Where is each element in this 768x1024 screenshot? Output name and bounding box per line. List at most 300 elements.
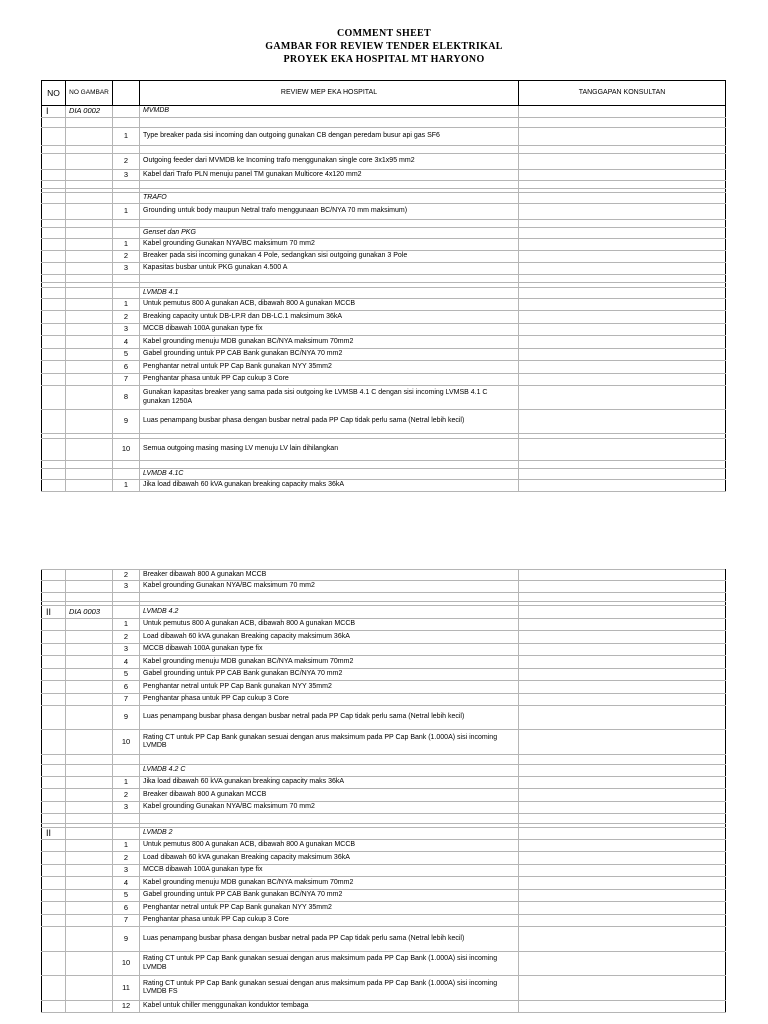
item-number: 9 <box>113 410 140 434</box>
consultant-response <box>519 251 726 263</box>
blank-row <box>42 275 726 283</box>
section-row <box>42 193 726 204</box>
table-row <box>42 480 726 492</box>
item-number: 4 <box>113 877 140 890</box>
review-comment: Grounding untuk body maupun Netral trafo menggunaan BC/NYA 70 mm maksimum) <box>140 204 519 220</box>
review-comment: Kabel grounding menuju MDB gunakan BC/NYA maksimum 70mm2 <box>140 656 519 669</box>
review-comment: MCCB dibawah 100A gunakan type fix <box>140 865 519 877</box>
review-comment: Penghantar phasa untuk PP Cap cukup 3 Core <box>140 915 519 927</box>
header-no-gambar: NO GAMBAR <box>66 81 113 106</box>
group-number <box>42 852 66 865</box>
consultant-response <box>519 927 726 952</box>
table-row <box>42 336 726 349</box>
group-number <box>42 802 66 814</box>
blank-row <box>42 181 726 189</box>
item-number <box>113 275 140 283</box>
blank-row <box>42 814 726 824</box>
consultant-response <box>519 877 726 890</box>
group-number <box>42 976 66 1001</box>
consultant-response <box>519 606 726 619</box>
header-no: NO <box>42 81 66 106</box>
item-number: 3 <box>113 865 140 877</box>
drawing-number <box>66 374 113 386</box>
drawing-number <box>66 170 113 181</box>
group-row <box>42 106 726 118</box>
drawing-number: DIA 0003 <box>66 606 113 619</box>
table-row <box>42 656 726 669</box>
group-number: II <box>42 606 66 619</box>
consultant-response <box>519 681 726 694</box>
consultant-response <box>519 299 726 311</box>
consultant-response <box>519 469 726 480</box>
sheet-title: COMMENT SHEET <box>336 28 431 39</box>
table-row <box>42 361 726 374</box>
group-number <box>42 263 66 275</box>
review-comment <box>140 755 519 765</box>
group-number <box>42 170 66 181</box>
drawing-number <box>66 915 113 927</box>
group-number <box>42 789 66 802</box>
section-title: LVMDB 4.2 C <box>140 765 519 777</box>
item-number: 1 <box>113 128 140 146</box>
section-row <box>42 228 726 239</box>
review-comment: Penghantar phasa untuk PP Cap cukup 3 Core <box>140 374 519 386</box>
item-number: 2 <box>113 789 140 802</box>
section-title: TRAFO <box>140 193 519 204</box>
drawing-number <box>66 952 113 976</box>
table-row <box>42 324 726 336</box>
review-comment: Load dibawah 60 kVA gunakan Breaking capacity maksimum 36kA <box>140 631 519 644</box>
review-comment: Untuk pemutus 800 A gunakan ACB, dibawah 800 A gunakan MCCB <box>140 299 519 311</box>
review-comment: Luas penampang busbar phasa dengan busbar netral pada PP Cap tidak perlu sama (Netral lebih kecil) <box>140 410 519 434</box>
group-number <box>42 669 66 681</box>
group-number <box>42 581 66 593</box>
review-comment: Kabel dari Trafo PLN menuju panel TM gunakan Multicore 4x120 mm2 <box>140 170 519 181</box>
drawing-number <box>66 118 113 128</box>
table-row <box>42 877 726 890</box>
drawing-number <box>66 619 113 631</box>
blank-row <box>42 593 726 602</box>
consultant-response <box>519 669 726 681</box>
group-number <box>42 755 66 765</box>
blank-row <box>42 461 726 469</box>
table-row <box>42 1001 726 1013</box>
table-row <box>42 386 726 410</box>
group-number <box>42 239 66 251</box>
consultant-response <box>519 631 726 644</box>
item-number <box>113 814 140 824</box>
review-comment <box>140 275 519 283</box>
group-number <box>42 644 66 656</box>
section-title: LVMDB 4.1C <box>140 469 519 480</box>
item-number: 3 <box>113 263 140 275</box>
review-comment: Penghantar netral untuk PP Cap Bank gunakan NYY 35mm2 <box>140 902 519 915</box>
drawing-number <box>66 902 113 915</box>
item-number: 2 <box>113 570 140 581</box>
drawing-number <box>66 275 113 283</box>
table-row <box>42 777 726 789</box>
review-comment: MCCB dibawah 100A gunakan type fix <box>140 644 519 656</box>
drawing-number <box>66 439 113 461</box>
item-number <box>113 593 140 602</box>
item-number: 5 <box>113 669 140 681</box>
group-number <box>42 469 66 480</box>
consultant-response <box>519 311 726 324</box>
group-number <box>42 228 66 239</box>
review-comment <box>140 220 519 228</box>
group-number <box>42 349 66 361</box>
table-row <box>42 902 726 915</box>
item-number: 4 <box>113 336 140 349</box>
review-comment: Breaking capacity untuk DB-LP.R dan DB-LC.1 maksimum 36kA <box>140 311 519 324</box>
item-number: 3 <box>113 170 140 181</box>
drawing-number <box>66 324 113 336</box>
drawing-number <box>66 251 113 263</box>
group-number <box>42 890 66 902</box>
section-title: LVMDB 4.1 <box>140 288 519 299</box>
table-row <box>42 204 726 220</box>
consultant-response <box>519 765 726 777</box>
review-comment: Gabel grounding untuk PP CAB Bank gunakan BC/NYA 70 mm2 <box>140 349 519 361</box>
item-number: 10 <box>113 952 140 976</box>
consultant-response <box>519 619 726 631</box>
group-number <box>42 439 66 461</box>
group-number <box>42 146 66 154</box>
item-number: 2 <box>113 154 140 170</box>
review-comment: Kapasitas busbar untuk PKG gunakan 4.500 A <box>140 263 519 275</box>
item-number: 2 <box>113 251 140 263</box>
review-comment: Semua outgoing masing masing LV menuju LV lain dihilangkan <box>140 439 519 461</box>
consultant-response <box>519 128 726 146</box>
consultant-response <box>519 694 726 706</box>
group-number: I <box>42 106 66 118</box>
review-comment: Gunakan kapasitas breaker yang sama pada sisi outgoing ke LVMSB 4.1 C dengan sisi incoming LVMSB 4.1 C gunakan 1250A <box>140 386 519 410</box>
group-number <box>42 275 66 283</box>
consultant-response <box>519 902 726 915</box>
group-number <box>42 865 66 877</box>
review-comment: MCCB dibawah 100A gunakan type fix <box>140 324 519 336</box>
section-row <box>42 469 726 480</box>
consultant-response <box>519 181 726 189</box>
drawing-number <box>66 220 113 228</box>
drawing-number: DIA 0002 <box>66 106 113 118</box>
group-number <box>42 631 66 644</box>
item-number: 6 <box>113 361 140 374</box>
group-number <box>42 877 66 890</box>
consultant-response <box>519 410 726 434</box>
drawing-number <box>66 193 113 204</box>
group-number <box>42 251 66 263</box>
group-number <box>42 311 66 324</box>
item-number <box>113 828 140 840</box>
table-row <box>42 694 726 706</box>
item-number: 2 <box>113 631 140 644</box>
group-number <box>42 706 66 730</box>
group-number <box>42 361 66 374</box>
consultant-response <box>519 852 726 865</box>
item-number: 1 <box>113 619 140 631</box>
item-number: 1 <box>113 480 140 492</box>
table-row <box>42 789 726 802</box>
consultant-response <box>519 644 726 656</box>
group-number <box>42 193 66 204</box>
review-comment: Breaker pada sisi incoming gunakan 4 Pole, sedangkan sisi outgoing gunakan 3 Pole <box>140 251 519 263</box>
drawing-number <box>66 789 113 802</box>
drawing-number <box>66 469 113 480</box>
drawing-number <box>66 777 113 789</box>
drawing-number <box>66 410 113 434</box>
review-comment <box>140 461 519 469</box>
consultant-response <box>519 789 726 802</box>
item-number <box>113 181 140 189</box>
item-number: 5 <box>113 890 140 902</box>
review-comment: Kabel grounding Gunakan NYA/BC maksimum 70 mm2 <box>140 581 519 593</box>
table-row <box>42 311 726 324</box>
drawing-number <box>66 730 113 755</box>
table-row <box>42 410 726 434</box>
drawing-number <box>66 755 113 765</box>
consultant-response <box>519 976 726 1001</box>
review-comment: Kabel grounding menuju MDB gunakan BC/NYA maksimum 70mm2 <box>140 336 519 349</box>
group-number <box>42 656 66 669</box>
group-number <box>42 730 66 755</box>
table-row <box>42 251 726 263</box>
item-number <box>113 606 140 619</box>
comment-table-top <box>41 80 726 492</box>
drawing-number <box>66 128 113 146</box>
group-number <box>42 204 66 220</box>
drawing-number <box>66 239 113 251</box>
consultant-response <box>519 656 726 669</box>
group-number <box>42 840 66 852</box>
review-comment <box>140 118 519 128</box>
item-number: 8 <box>113 386 140 410</box>
table-row <box>42 299 726 311</box>
item-number: 9 <box>113 927 140 952</box>
drawing-number <box>66 802 113 814</box>
table-row <box>42 976 726 1001</box>
group-number <box>42 324 66 336</box>
item-number: 4 <box>113 656 140 669</box>
group-number <box>42 154 66 170</box>
item-number <box>113 228 140 239</box>
table-row <box>42 439 726 461</box>
table-row <box>42 952 726 976</box>
drawing-number <box>66 644 113 656</box>
table-row <box>42 890 726 902</box>
consultant-response <box>519 593 726 602</box>
consultant-response <box>519 220 726 228</box>
item-number: 1 <box>113 204 140 220</box>
drawing-number <box>66 814 113 824</box>
drawing-number <box>66 361 113 374</box>
drawing-number <box>66 681 113 694</box>
review-comment: Rating CT untuk PP Cap Bank gunakan sesuai dengan arus maksimum pada PP Cap Bank (1.000A) sisi incoming LVMDB <box>140 952 519 976</box>
header-tanggapan: TANGGAPAN KONSULTAN <box>519 81 726 106</box>
group-number <box>42 694 66 706</box>
group-number <box>42 288 66 299</box>
consultant-response <box>519 840 726 852</box>
consultant-response <box>519 275 726 283</box>
consultant-response <box>519 154 726 170</box>
table-header-row <box>42 81 726 106</box>
review-comment: Jika load dibawah 60 kVA gunakan breaking capacity maks 36kA <box>140 777 519 789</box>
item-number: 2 <box>113 852 140 865</box>
item-number: 3 <box>113 644 140 656</box>
header-spacer <box>113 81 140 106</box>
consultant-response <box>519 170 726 181</box>
drawing-number <box>66 288 113 299</box>
review-comment: Gabel grounding untuk PP CAB Bank gunakan BC/NYA 70 mm2 <box>140 890 519 902</box>
review-comment: Load dibawah 60 kVA gunakan Breaking capacity maksimum 36kA <box>140 852 519 865</box>
consultant-response <box>519 118 726 128</box>
review-comment <box>140 814 519 824</box>
item-number: 11 <box>113 976 140 1001</box>
group-number <box>42 410 66 434</box>
consultant-response <box>519 349 726 361</box>
table-row <box>42 154 726 170</box>
consultant-response <box>519 828 726 840</box>
consultant-response <box>519 106 726 118</box>
header-review: REVIEW MEP EKA HOSPITAL <box>140 81 519 106</box>
item-number: 6 <box>113 681 140 694</box>
item-number <box>113 461 140 469</box>
section-row <box>42 765 726 777</box>
group-number <box>42 386 66 410</box>
consultant-response <box>519 865 726 877</box>
group-number <box>42 902 66 915</box>
drawing-number <box>66 631 113 644</box>
drawing-number <box>66 877 113 890</box>
table-row <box>42 706 726 730</box>
sheet-subtitle: GAMBAR FOR REVIEW TENDER ELEKTRIKAL <box>265 41 503 52</box>
drawing-number <box>66 181 113 189</box>
item-number: 3 <box>113 324 140 336</box>
drawing-number <box>66 570 113 581</box>
table-row <box>42 239 726 251</box>
item-number <box>113 288 140 299</box>
consultant-response <box>519 1001 726 1013</box>
blank-row <box>42 755 726 765</box>
group-number <box>42 299 66 311</box>
table-row <box>42 681 726 694</box>
review-comment: Penghantar phasa untuk PP Cap cukup 3 Core <box>140 694 519 706</box>
group-row <box>42 828 726 840</box>
consultant-response <box>519 755 726 765</box>
blank-row <box>42 146 726 154</box>
consultant-response <box>519 361 726 374</box>
item-number <box>113 469 140 480</box>
consultant-response <box>519 263 726 275</box>
review-comment <box>140 593 519 602</box>
table-row <box>42 570 726 581</box>
drawing-number <box>66 204 113 220</box>
consultant-response <box>519 239 726 251</box>
drawing-number <box>66 593 113 602</box>
review-comment: Luas penampang busbar phasa dengan busbar netral pada PP Cap tidak perlu sama (Netral lebih kecil) <box>140 927 519 952</box>
item-number <box>113 106 140 118</box>
consultant-response <box>519 228 726 239</box>
group-number <box>42 619 66 631</box>
consultant-response <box>519 146 726 154</box>
table-row <box>42 852 726 865</box>
group-number <box>42 480 66 492</box>
drawing-number <box>66 890 113 902</box>
item-number <box>113 220 140 228</box>
group-number <box>42 128 66 146</box>
item-number: 1 <box>113 840 140 852</box>
table-row <box>42 730 726 755</box>
group-number <box>42 181 66 189</box>
item-number: 10 <box>113 439 140 461</box>
drawing-number <box>66 865 113 877</box>
drawing-number <box>66 336 113 349</box>
group-number <box>42 374 66 386</box>
table-row <box>42 644 726 656</box>
item-number <box>113 765 140 777</box>
table-row <box>42 170 726 181</box>
group-number <box>42 765 66 777</box>
drawing-number <box>66 694 113 706</box>
consultant-response <box>519 204 726 220</box>
table-row <box>42 619 726 631</box>
review-comment: Penghantar netral untuk PP Cap Bank gunakan NYY 35mm2 <box>140 361 519 374</box>
item-number <box>113 146 140 154</box>
review-comment <box>140 146 519 154</box>
consultant-response <box>519 802 726 814</box>
group-number <box>42 118 66 128</box>
drawing-number <box>66 976 113 1001</box>
drawing-number <box>66 263 113 275</box>
item-number: 3 <box>113 802 140 814</box>
group-number: II <box>42 828 66 840</box>
review-comment: Kabel grounding menuju MDB gunakan BC/NYA maksimum 70mm2 <box>140 877 519 890</box>
group-number <box>42 915 66 927</box>
item-number: 10 <box>113 730 140 755</box>
drawing-number <box>66 480 113 492</box>
group-number <box>42 1001 66 1013</box>
consultant-response <box>519 952 726 976</box>
review-comment: Luas penampang busbar phasa dengan busbar netral pada PP Cap tidak perlu sama (Netral lebih kecil) <box>140 706 519 730</box>
group-number <box>42 593 66 602</box>
item-number <box>113 193 140 204</box>
group-number <box>42 927 66 952</box>
drawing-number <box>66 840 113 852</box>
consultant-response <box>519 461 726 469</box>
drawing-number <box>66 154 113 170</box>
item-number: 7 <box>113 694 140 706</box>
review-comment: Kabel untuk chiller menggunakan konduktor tembaga <box>140 1001 519 1013</box>
review-comment: Breaker dibawah 800 A gunakan MCCB <box>140 789 519 802</box>
review-comment: Outgoing feeder dari MVMDB ke Incoming trafo menggunakan single core 3x1x95 mm2 <box>140 154 519 170</box>
section-title: LVMDB 2 <box>140 828 519 840</box>
drawing-number <box>66 581 113 593</box>
drawing-number <box>66 927 113 952</box>
drawing-number <box>66 852 113 865</box>
review-comment: Kabel grounding Gunakan NYA/BC maksimum 70 mm2 <box>140 239 519 251</box>
review-comment: Penghantar netral untuk PP Cap Bank gunakan NYY 35mm2 <box>140 681 519 694</box>
item-number <box>113 118 140 128</box>
consultant-response <box>519 777 726 789</box>
item-number: 5 <box>113 349 140 361</box>
review-comment: Rating CT untuk PP Cap Bank gunakan sesuai dengan arus maksimum pada PP Cap Bank (1.000A) sisi incoming LVMDB FS <box>140 976 519 1001</box>
table-row <box>42 915 726 927</box>
drawing-number <box>66 349 113 361</box>
drawing-number <box>66 146 113 154</box>
drawing-number <box>66 706 113 730</box>
table-row <box>42 927 726 952</box>
group-number <box>42 814 66 824</box>
